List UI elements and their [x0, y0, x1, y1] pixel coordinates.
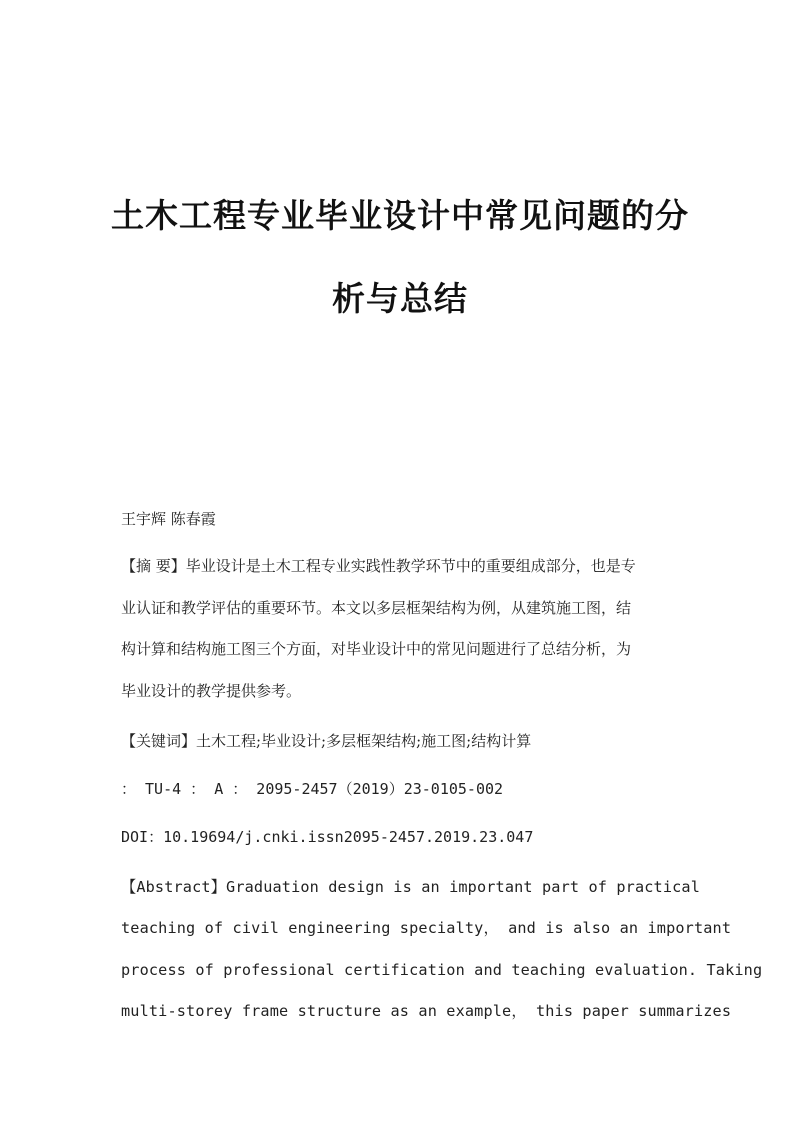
abstract-en-line: process of professional certification and teaching evaluation. Taking	[121, 961, 763, 979]
abstract-cn-line: 构计算和结构施工图三个方面，对毕业设计中的常见问题进行了总结分析，为	[121, 640, 632, 658]
page-title-line-1: 土木工程专业毕业设计中常见问题的分	[111, 196, 689, 235]
keywords: 【关键词】土木工程;毕业设计;多层框架结构;施工图;结构计算	[121, 732, 532, 750]
page-title-line-2: 析与总结	[332, 279, 468, 318]
classification-numbers: ： TU-4 ： A ： 2095-2457（2019）23-0105-002	[121, 780, 504, 798]
abstract-cn-line: 【摘 要】毕业设计是土木工程专业实践性教学环节中的重要组成部分，也是专	[121, 557, 636, 575]
doi: DOI：10.19694/j.cnki.issn2095-2457.2019.23.047	[121, 828, 534, 846]
abstract-en-line: teaching of civil engineering specialty， and is also an important	[121, 919, 732, 937]
abstract-cn-line: 毕业设计的教学提供参考。	[121, 682, 302, 700]
abstract-en-line: multi-storey frame structure as an example， this paper summarizes	[121, 1002, 732, 1020]
abstract-cn-line: 业认证和教学评估的重要环节。本文以多层框架结构为例，从建筑施工图，结	[121, 599, 632, 617]
abstract-en-line: 【Abstract】Graduation design is an important part of practical	[121, 878, 700, 896]
authors: 王宇辉 陈春霞	[121, 510, 216, 528]
